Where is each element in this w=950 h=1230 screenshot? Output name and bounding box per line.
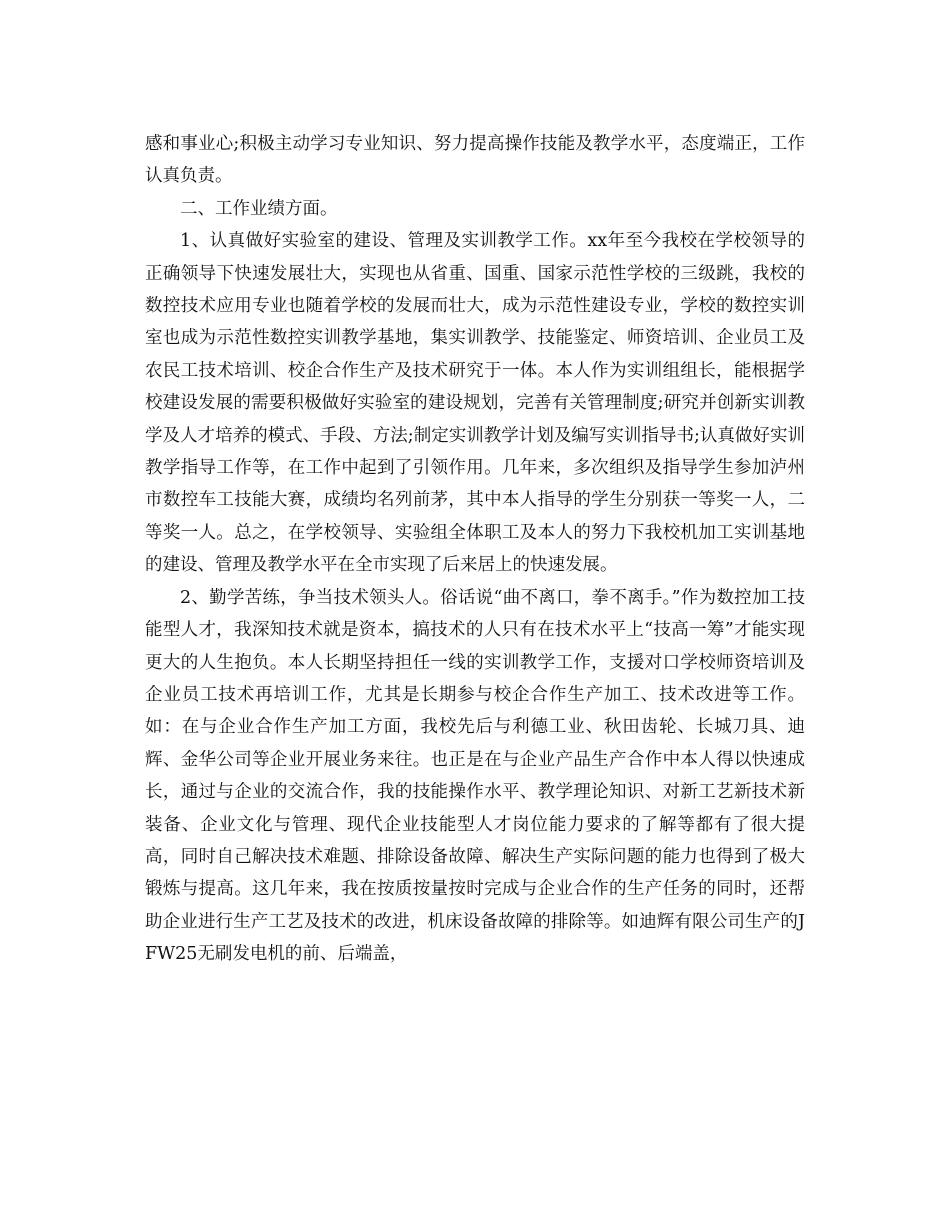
document-page <box>145 128 805 971</box>
paragraph-continuation: 感和事业心;积极主动学习专业知识、努力提高操作技能及教学水平，态度端正，工作认真负责。 <box>145 134 805 187</box>
paragraph-technical-skills: 2、勤学苦练，争当技术领头人。俗话说“曲不离口，拳不离手。”作为数控加工技能型人才，我深知技术就是资本，搞技术的人只有在技术水平上“技高一筹”才能实现更大的人生抱负。本人长期坚持担任一线的实训教学工作，支援对口学校师资培训及企业员工技术再培训工作，尤其是长期参与校企合作生产加工、技术改进等工作。如：在与企业合作生产加工方面，我校先后与利德工业、秋田齿轮、长城刀具、迪辉、金华公司等企业开展业务来往。也正是在与企业产品生产合作中本人得以快速成长，通过与企业的交流合作，我的技能操作水平、教学理论知识、对新工艺新技术新装备、企业文化与管理、现代企业技能型人才岗位能力要求的了解等都有了很大提高，同时自己解决技术难题、排除设备故障、解决生产实际问题的能力也得到了极大锻炼与提高。这几年来，我在按质按量按时完成与企业合作的生产任务的同时，还帮助企业进行生产工艺及技术的改进，机床设备故障的排除等。如迪辉有限公司生产的JFW25无刷发电机的前、后端盖， <box>145 587 805 965</box>
section-heading-work-achievements: 二、工作业绩方面。 <box>180 198 338 219</box>
paragraph-lab-construction: 1、认真做好实验室的建设、管理及实训教学工作。xx年至今我校在学校领导的正确领导下快速发展壮大，实现也从省重、国重、国家示范性学校的三级跳，我校的数控技术应用专业也随着学校的发展而壮大，成为示范性建设专业，学校的数控实训室也成为示范性数控实训教学基地，集实训教学、技能鉴定、师资培训、企业员工及农民工技术培训、校企合作生产及技术研究于一体。本人作为实训组组长，能根据学校建设发展的需要积极做好实验室的建设规划，完善有关管理制度;研究并创新实训教学及人才培养的模式、手段、方法;制定实训教学计划及编写实训指导书;认真做好实训教学指导工作等，在工作中起到了引领作用。几年来，多次组织及指导学生参加泸州市数控车工技能大赛，成绩均名列前茅，其中本人指导的学生分别获一等奖一人，二等奖一人。总之，在学校领导、实验组全体职工及本人的努力下我校机加工实训基地的建设、管理及教学水平在全市实现了后来居上的快速发展。 <box>145 231 805 576</box>
